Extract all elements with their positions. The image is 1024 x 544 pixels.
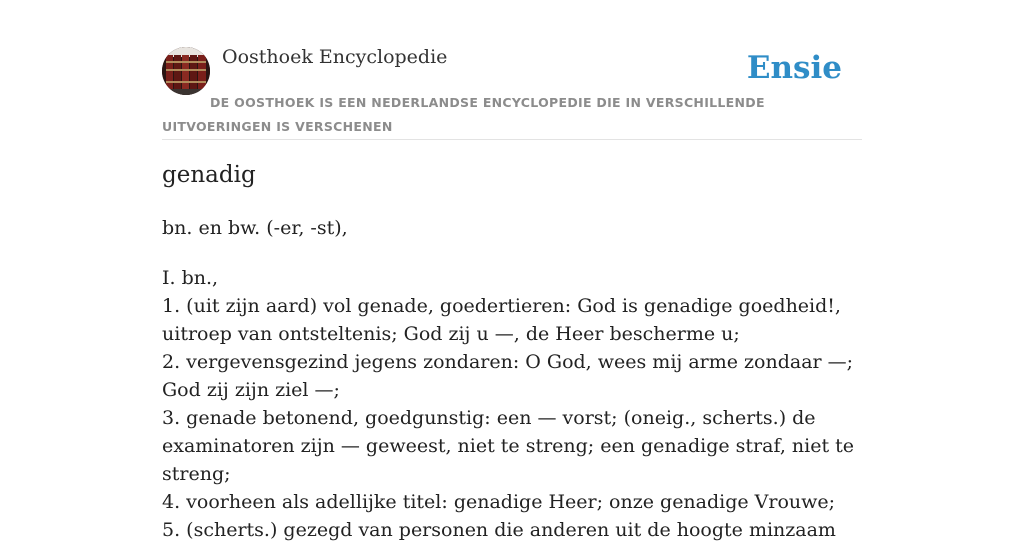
encyclopedia-books-icon[interactable] <box>162 47 210 95</box>
definition-sense: 1. (uit zijn aard) vol genade, goedertieren: God is genadige goedheid!, uitroep van ontsteltenis; God zij u —, de Heer bescherme u; <box>162 295 841 345</box>
definition-sense: 2. vergevensgezind jegens zondaren: O God, wees mij arme zondaar —; God zij zijn ziel —; <box>162 351 854 401</box>
entry-grammar: bn. en bw. (-er, -st), <box>162 217 348 239</box>
site-title-link[interactable]: Oosthoek Encyclopedie <box>222 46 448 68</box>
site-tagline: DE OOSTHOEK IS EEN NEDERLANDSE ENCYCLOPEDIE DIE IN VERSCHILLENDE UITVOERINGEN IS VERSCHENEN <box>162 95 765 134</box>
entry-definition <box>162 264 867 544</box>
site-header <box>162 40 862 140</box>
definition-section: I. bn., <box>162 267 219 289</box>
definition-sense: 4. voorheen als adellijke titel: genadige Heer; onze genadige Vrouwe; <box>162 491 836 513</box>
ensie-brand-link[interactable]: Ensie <box>746 50 842 86</box>
header-divider <box>162 139 862 140</box>
definition-sense: 5. (scherts.) gezegd van personen die anderen uit de hoogte minzaam <box>162 519 836 541</box>
definition-sense: 3. genade betonend, goedgunstig: een — vorst; (oneig., scherts.) de examinatoren zijn — geweest, niet te streng; een genadige straf, niet te streng; <box>162 407 855 485</box>
entry-word: genadig <box>162 162 256 188</box>
